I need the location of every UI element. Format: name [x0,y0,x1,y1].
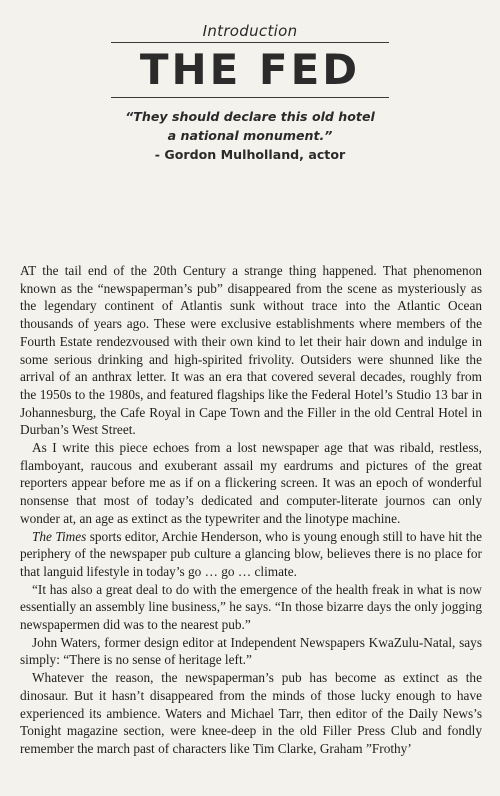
publication-name: The Times [32,528,87,544]
header-rule-top [111,42,389,43]
chapter-title: THE FED [139,45,361,94]
paragraph-4: “It has also a great deal to do with the emergence of the health freak in what is now essentially an assembly line business,” he says. “In those bizarre days the only jogging newspapermen did was to the nearest pub.” [20,581,482,633]
paragraph-5: John Waters, former design editor at Independent Newspapers KwaZulu-Natal, says simply: “There is no sense of heritage left.” [20,634,482,668]
paragraph-2: As I write this piece echoes from a lost newspaper age that was ribald, restless, flamboyant, raucous and exuberant assail my eardrums and pictures of the great reporters appear before me as if on a flickering screen. It was an epoch of wonderful nonsense that most of today’s dedicated and computer-literate journos can only wonder at, an age as extinct as the typewriter and the linotype machine. [20,440,482,526]
paragraph-6: Whatever the reason, the newspaperman’s pub has become as extinct as the dinosaur. But it hasn’t disappeared from the minds of those lucky enough to have experienced its ambience. Waters and Michael Tarr, then editor of the Daily News’s Tonight magazine section, were knee-deep in the old Filler Press Club and fondly remember the march past of characters like Tim Clarke, Graham ”Frothy’ [20,670,482,756]
epigraph-attribution: - Gordon Mulholland, actor [154,147,346,162]
paragraph-3 [20,528,482,581]
body-text [20,262,482,758]
paragraph-1: AT the tail end of the 20th Century a strange thing happened. That phenomenon known as the “newspaperman’s pub” disappeared from the scene as mysteriously as the legendary continent of Atlantis sunk without trace into the Atlantic Ocean thousands of years ago. These were exclusive establishments where members of the Fourth Estate rendezvoused with their own kind to let their hair down and indulge in some serious drinking and high-spirited frivolity. Outsiders were shunned like the arrival of an anthrax letter. It was an era that covered several decades, roughly from the 1950s to the 1980s, and featured flagships like the Federal Hotel’s Studio 13 bar in Johannesburg, the Cafe Royal in Cape Town and the Filler in the old Central Hotel in Durban’s West Street. [20,263,482,438]
epigraph-quote-line2: a national monument.” [167,128,333,143]
paragraph-3-text: sports editor, Archie Henderson, who is young enough still to have hit the periphery of the newspaper pub culture a glancing blow, believes there is no place for that languid lifestyle in today’s go … go … climate. [20,528,482,579]
section-label: Introduction [202,22,298,40]
epigraph [0,107,500,164]
epigraph-quote-line1: “They should declare this old hotel [125,109,375,124]
header-rule-bottom [111,97,389,98]
